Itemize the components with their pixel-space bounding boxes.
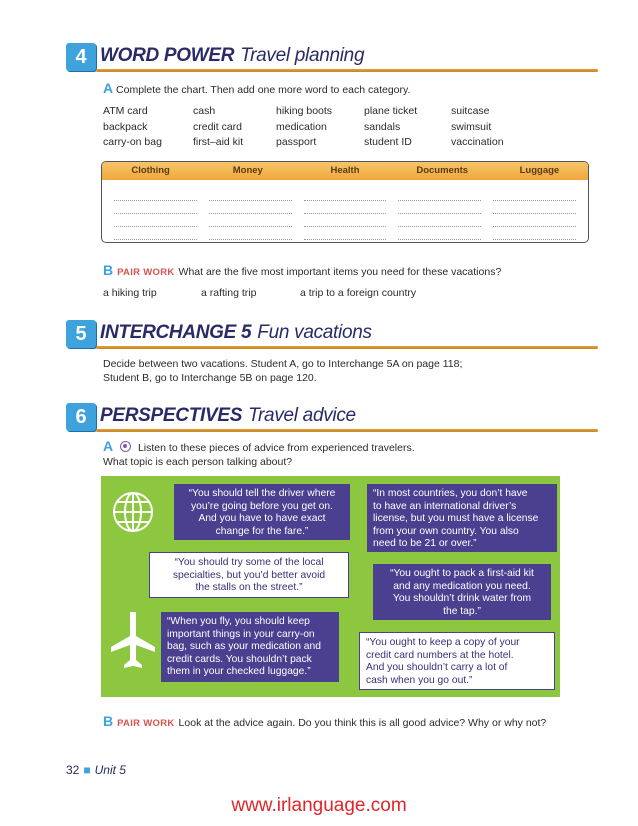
answer-line[interactable] bbox=[209, 201, 292, 214]
section-subtitle: Travel planning bbox=[240, 45, 365, 66]
answer-line[interactable] bbox=[493, 214, 576, 227]
section-rule bbox=[96, 69, 598, 72]
word-item: cash bbox=[193, 105, 216, 117]
section-number: 5 bbox=[66, 320, 96, 348]
chart-column bbox=[392, 188, 487, 240]
word-item: carry-on bag bbox=[103, 136, 162, 148]
section-title: PERSPECTIVES Travel advice bbox=[100, 405, 356, 426]
advice-bubble-firstaid: “You ought to pack a first-aid kit and any medication you need. You shouldn’t drink water from the tap.” bbox=[373, 564, 551, 620]
answer-line[interactable] bbox=[304, 214, 387, 227]
category-chart bbox=[101, 161, 589, 243]
interchange-instructions: Decide between two vacations. Student A, go to Interchange 5A on page 118; Student B, go to Interchange 5B on page 120. bbox=[103, 358, 463, 384]
section-subtitle: Fun vacations bbox=[257, 322, 372, 343]
answer-line[interactable] bbox=[398, 227, 481, 240]
section-rule bbox=[96, 346, 598, 349]
watermark: www.irlanguage.com bbox=[231, 795, 407, 816]
word-item: student ID bbox=[364, 136, 412, 148]
word-column-2 bbox=[193, 104, 243, 151]
answer-line[interactable] bbox=[304, 188, 387, 201]
answer-line[interactable] bbox=[209, 214, 292, 227]
word-column-1 bbox=[103, 104, 162, 151]
chart-header-documents: Documents bbox=[416, 165, 469, 176]
section-number: 4 bbox=[66, 43, 96, 71]
word-item: vaccination bbox=[451, 136, 504, 148]
answer-line[interactable] bbox=[493, 227, 576, 240]
section-subtitle: Travel advice bbox=[248, 405, 356, 426]
chart-header-money: Money bbox=[232, 165, 263, 176]
section-title: INTERCHANGE 5 Fun vacations bbox=[100, 322, 372, 343]
advice-panel bbox=[101, 476, 560, 697]
word-item: suitcase bbox=[451, 105, 490, 117]
trip-item: a rafting trip bbox=[201, 287, 257, 299]
word-item: passport bbox=[276, 136, 317, 148]
airplane-icon bbox=[111, 612, 155, 668]
pair-work-label: PAIR WORK bbox=[117, 718, 175, 729]
answer-line[interactable] bbox=[493, 201, 576, 214]
unit-label: Unit 5 bbox=[94, 763, 126, 777]
word-item: plane ticket bbox=[364, 105, 418, 117]
word-column-3 bbox=[276, 104, 332, 151]
pair-work-label: PAIR WORK bbox=[117, 267, 175, 278]
section-6-header bbox=[66, 403, 598, 433]
answer-line[interactable] bbox=[493, 188, 576, 201]
answer-line[interactable] bbox=[209, 227, 292, 240]
section-number: 6 bbox=[66, 403, 96, 431]
trip-item: a trip to a foreign country bbox=[300, 287, 417, 299]
chart-column bbox=[108, 188, 203, 240]
section-5-header bbox=[66, 320, 598, 350]
audio-icon[interactable] bbox=[120, 441, 131, 452]
word-column-5 bbox=[451, 104, 504, 151]
perspectives-part-b: B PAIR WORK Look at the advice again. Do you think this is all good advice? Why or why not? bbox=[103, 713, 547, 729]
chart-column bbox=[298, 188, 393, 240]
chart-body bbox=[102, 180, 588, 240]
word-item: sandals bbox=[364, 120, 401, 133]
chart-column bbox=[203, 188, 298, 240]
word-item: first–aid kit bbox=[193, 136, 244, 148]
page-number: 32 bbox=[66, 763, 80, 777]
chart-header-row bbox=[102, 162, 588, 180]
advice-bubble-local: “You should try some of the local specialties, but you’d better avoid the stalls on the street.” bbox=[149, 552, 349, 598]
globe-icon bbox=[114, 493, 152, 531]
word-item: hiking boots bbox=[276, 105, 333, 117]
advice-bubble-fly: “When you fly, you should keep important things in your carry-on bag, such as your medication and credit cards. You shouldn’t pack them in your checked luggage.” bbox=[161, 612, 339, 682]
answer-line[interactable] bbox=[114, 227, 197, 240]
part-b-instruction: B PAIR WORK What are the five most important items you need for these vacations? bbox=[103, 262, 502, 278]
word-column-4 bbox=[364, 104, 417, 151]
part-a-instruction: A Complete the chart. Then add one more word to each category. bbox=[103, 80, 411, 96]
section-rule bbox=[96, 429, 598, 432]
advice-bubble-license: “In most countries, you don’t have to have an international driver’s license, but you must have a license from your own country. You also need to be 21 or over.” bbox=[367, 484, 557, 552]
advice-bubble-copy: “You ought to keep a copy of your credit card numbers at the hotel. And you shouldn’t carry a lot of cash when you go out.” bbox=[359, 632, 555, 690]
answer-line[interactable] bbox=[114, 214, 197, 227]
answer-line[interactable] bbox=[304, 201, 387, 214]
word-item: ATM card bbox=[103, 105, 148, 117]
section-4-header bbox=[66, 43, 598, 73]
answer-line[interactable] bbox=[114, 188, 197, 201]
word-item: backpack bbox=[103, 120, 148, 133]
word-item: credit card bbox=[193, 120, 243, 133]
chart-header-luggage: Luggage bbox=[519, 165, 560, 176]
answer-line[interactable] bbox=[304, 227, 387, 240]
trip-item: a hiking trip bbox=[103, 287, 157, 299]
answer-line[interactable] bbox=[114, 201, 197, 214]
answer-line[interactable] bbox=[398, 201, 481, 214]
answer-line[interactable] bbox=[209, 188, 292, 201]
word-item: medication bbox=[276, 120, 327, 133]
word-item: swimsuit bbox=[451, 120, 492, 133]
answer-line[interactable] bbox=[398, 188, 481, 201]
section-title: WORD POWER Travel planning bbox=[100, 45, 365, 66]
perspectives-instructions: A Listen to these pieces of advice from experienced travelers. What topic is each person talking about? bbox=[103, 438, 415, 468]
chart-column bbox=[487, 188, 582, 240]
page-footer bbox=[66, 763, 126, 777]
advice-bubble-driver: “You should tell the driver where you’re going before you get on. And you have to have exact change for the fare.” bbox=[174, 484, 350, 540]
answer-line[interactable] bbox=[398, 214, 481, 227]
chart-header-clothing: Clothing bbox=[131, 165, 170, 176]
bullet-icon: ■ bbox=[83, 763, 91, 777]
chart-header-health: Health bbox=[330, 165, 360, 176]
